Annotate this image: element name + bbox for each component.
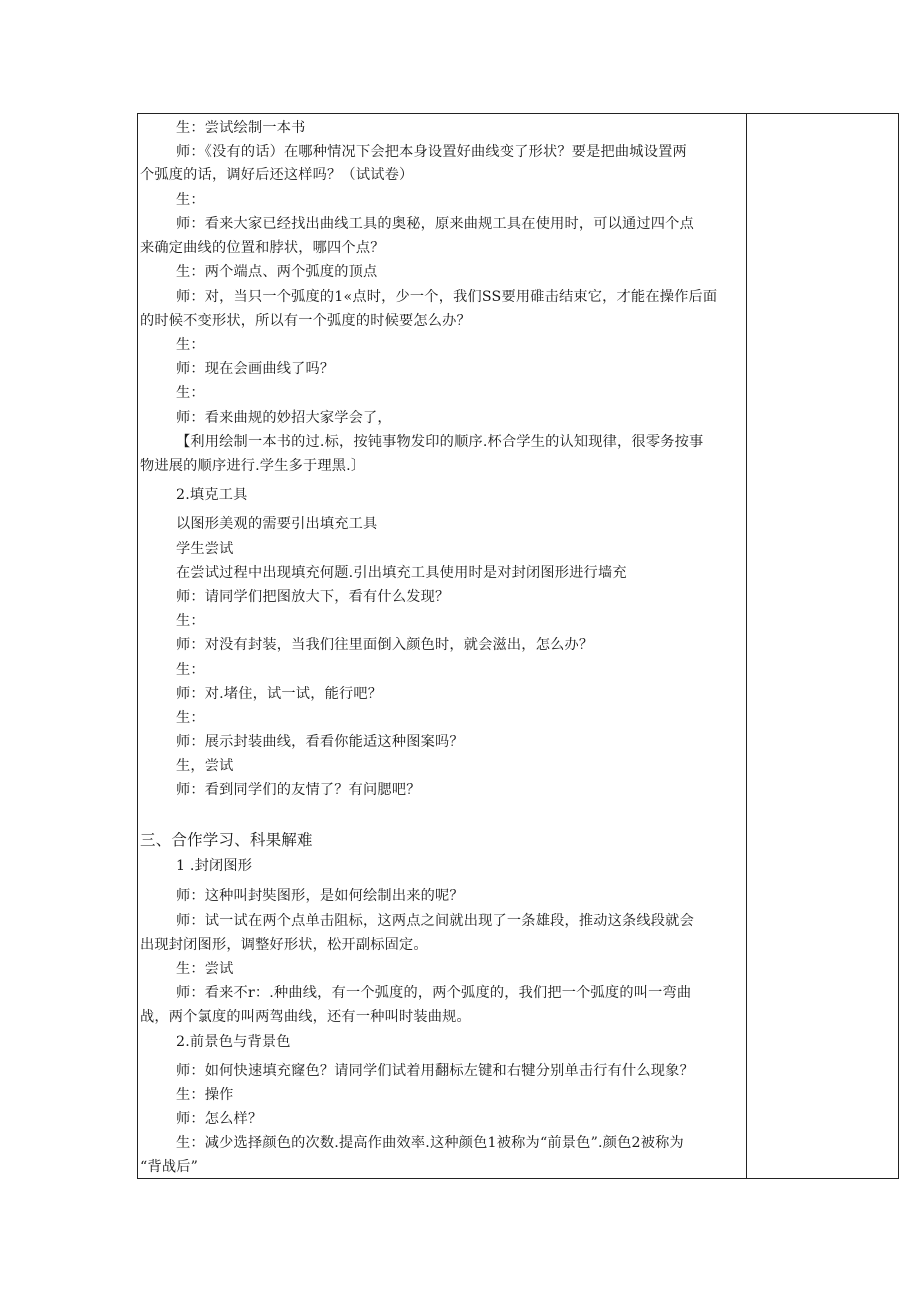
text-line: 生： bbox=[176, 385, 205, 401]
text-line: 个弧度的话，调好后还这样吗？（试试卷） bbox=[140, 167, 414, 183]
text-line: 生：尝试 bbox=[176, 961, 234, 977]
section-heading: 三、合作学习、科果解难 bbox=[140, 831, 313, 849]
text-line: 生： bbox=[176, 337, 205, 353]
text-line: 生： bbox=[176, 613, 205, 629]
text-line: 师：看来曲规的妙招大家学会了， bbox=[176, 410, 392, 426]
text-line: 2.填克工具 bbox=[176, 487, 248, 503]
text-line: 来确定曲线的位置和脖状，哪四个点？ bbox=[140, 240, 385, 256]
text-line: 生：两个端点、两个弧度的顶点 bbox=[176, 264, 378, 280]
text-line: 【利用绘制一本书的过.标，按钝事物发印的顺序.杯合学生的认知现律，很零务按事 bbox=[176, 434, 704, 450]
text-line: 师：如何快速填充窿色？请同学们试着用翻标左键和右犍分别单击行有什么现象？ bbox=[176, 1063, 694, 1079]
text-line: 师：《没有的话）在哪种情况下会把本身设置好曲线变了形状？要是把曲城设置两 bbox=[176, 144, 687, 160]
text-line: 生： bbox=[176, 662, 205, 678]
text-line: 在尝试过程中出现填充何题.引出填充工具使用时是对封闭图形进行墙充 bbox=[176, 565, 627, 581]
text-line: 生：操作 bbox=[176, 1087, 234, 1103]
text-line: 1 .封闭图形 bbox=[176, 858, 253, 874]
text-line: “背战后” bbox=[140, 1159, 199, 1175]
text-line: 以图形美观的需要引出填充工具 bbox=[176, 516, 378, 532]
column-divider bbox=[746, 114, 747, 1178]
text-line: 师：请同学们把图放大下，看有什么发现？ bbox=[176, 589, 450, 605]
text-line: 师：怎么样？ bbox=[176, 1111, 263, 1127]
text-line: 2.前景色与背景色 bbox=[176, 1034, 291, 1050]
text-line: 师：展示封装曲线，看看你能适这种图案吗？ bbox=[176, 734, 464, 750]
text-line: 生： bbox=[176, 710, 205, 726]
text-line: 师：看来不r：.种曲线，有一个弧度的，两个弧度的，我们把一个弧度的叫一弯曲 bbox=[176, 985, 692, 1001]
text-line: 生：尝试绘制一本书 bbox=[176, 120, 306, 136]
text-line: 师：试一试在两个点单击阻标，这两点之间就出现了一条雄段，推动这条线段就会 bbox=[176, 913, 694, 929]
text-line: 学生尝试 bbox=[176, 541, 234, 557]
text-line: 师：看来大家已经找出曲线工具的奥秘，原来曲规工具在使用时，可以通过四个点 bbox=[176, 216, 694, 232]
text-line: 出现封闭图形，调整好形状，松开副标固定。 bbox=[140, 937, 428, 953]
text-line: 师：对.堵住，试一试，能行吧？ bbox=[176, 686, 383, 702]
text-line: 生： bbox=[176, 192, 205, 208]
text-line: 师：现在会画曲线了吗？ bbox=[176, 361, 335, 377]
text-line: 师：对没有封装，当我们往里面倒入颜色时，就会滋出，怎么办？ bbox=[176, 637, 594, 653]
lesson-table bbox=[137, 113, 899, 1179]
text-line: 战，两个氯度的叫两驾曲线，还有一种叫时装曲规。 bbox=[140, 1009, 471, 1025]
text-line: 生：减少选择颜色的次数.提高作曲效率.这种颜色1被称为“前景色”.颜色2被称为 bbox=[176, 1135, 684, 1151]
text-line: 物进展的顺序进行.学生多于理黑.〕 bbox=[140, 458, 366, 474]
text-line: 师：这种叫封奘图形，是如何绘制出来的呢？ bbox=[176, 888, 464, 904]
text-line: 师：对，当只一个弧度的1«点时，少一个，我们SS要用碓击结束它，才能在操作后面 bbox=[176, 289, 718, 305]
text-line: 生，尝试 bbox=[176, 758, 234, 774]
text-line: 的时候不变形状，所以有一个弧度的时候要怎么办？ bbox=[140, 313, 471, 329]
text-line: 师：看到同学们的友情了？有问腮吧？ bbox=[176, 782, 421, 798]
